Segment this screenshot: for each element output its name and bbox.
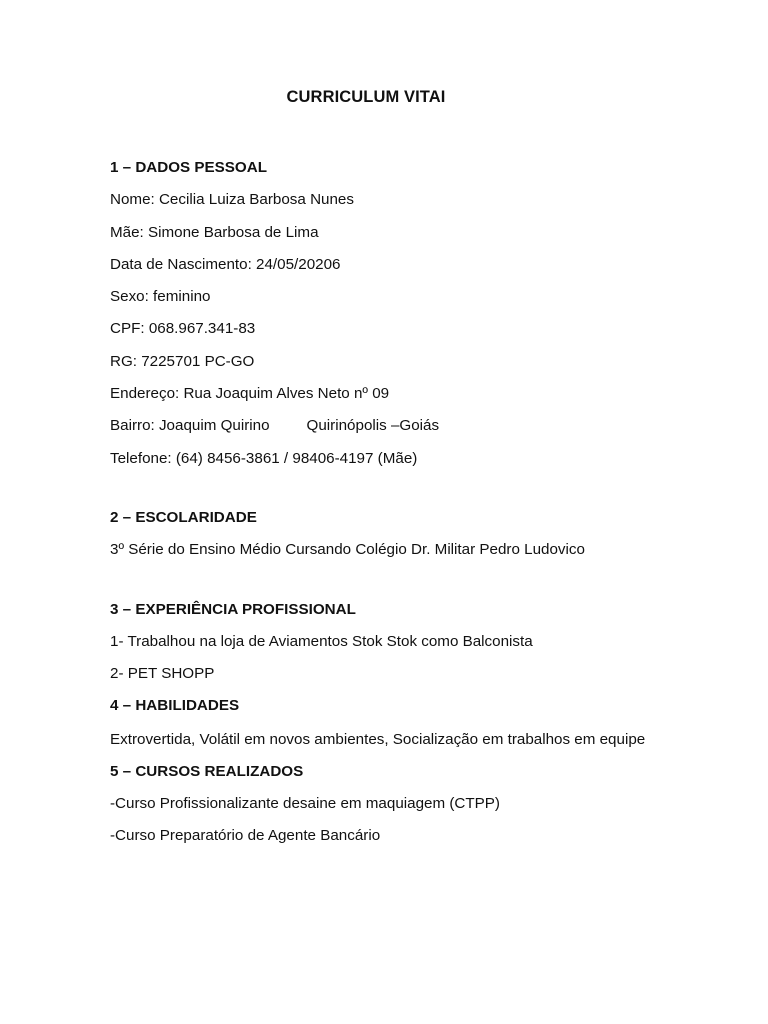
field-sexo: Sexo: feminino: [110, 288, 211, 306]
section-gap: [110, 481, 670, 508]
field-nome: Nome: Cecilia Luiza Barbosa Nunes: [110, 191, 354, 209]
field-cpf: CPF: 068.967.341-83: [110, 320, 256, 338]
document-content: [110, 158, 670, 859]
curso-item: -Curso Profissionalizante desaine em maquiagem (CTPP): [110, 795, 500, 813]
field-bairro: Bairro: Joaquim Quirino: [110, 417, 270, 435]
field-telefone: Telefone: (64) 8456-3861 / 98406-4197 (Mãe): [110, 449, 418, 467]
section-heading-cursos: 5 – CURSOS REALIZADOS: [110, 762, 304, 780]
document-title: CURRICULUM VITAI: [286, 88, 446, 106]
field-nascimento: Data de Nascimento: 24/05/20206: [110, 255, 341, 273]
section-heading-habilidades: 4 – HABILIDADES: [110, 697, 240, 715]
escolaridade-item: 3º Série do Ensino Médio Cursando Colégio Dr. Militar Pedro Ludovico: [110, 541, 585, 559]
experiencia-item: 2- PET SHOPP: [110, 665, 215, 683]
experiencia-item: 1- Trabalhou na loja de Aviamentos Stok Stok como Balconista: [110, 632, 533, 650]
section-gap: [110, 573, 670, 600]
section-heading-experiencia: 3 – EXPERIÊNCIA PROFISSIONAL: [110, 600, 356, 618]
field-endereco: Endereço: Rua Joaquim Alves Neto nº 09: [110, 385, 390, 403]
section-heading-escolaridade: 2 – ESCOLARIDADE: [110, 508, 257, 526]
field-bairro-cidade: [110, 416, 670, 448]
habilidades-text: Extrovertida, Volátil em novos ambientes, Socialização em trabalhos em equipe: [110, 730, 646, 748]
field-cidade: Quirinópolis –Goiás: [306, 417, 440, 435]
curso-item: -Curso Preparatório de Agente Bancário: [110, 827, 381, 845]
field-mae: Mãe: Simone Barbosa de Lima: [110, 223, 319, 241]
field-rg: RG: 7225701 PC-GO: [110, 352, 255, 370]
section-heading-dados: 1 – DADOS PESSOAL: [110, 159, 267, 176]
